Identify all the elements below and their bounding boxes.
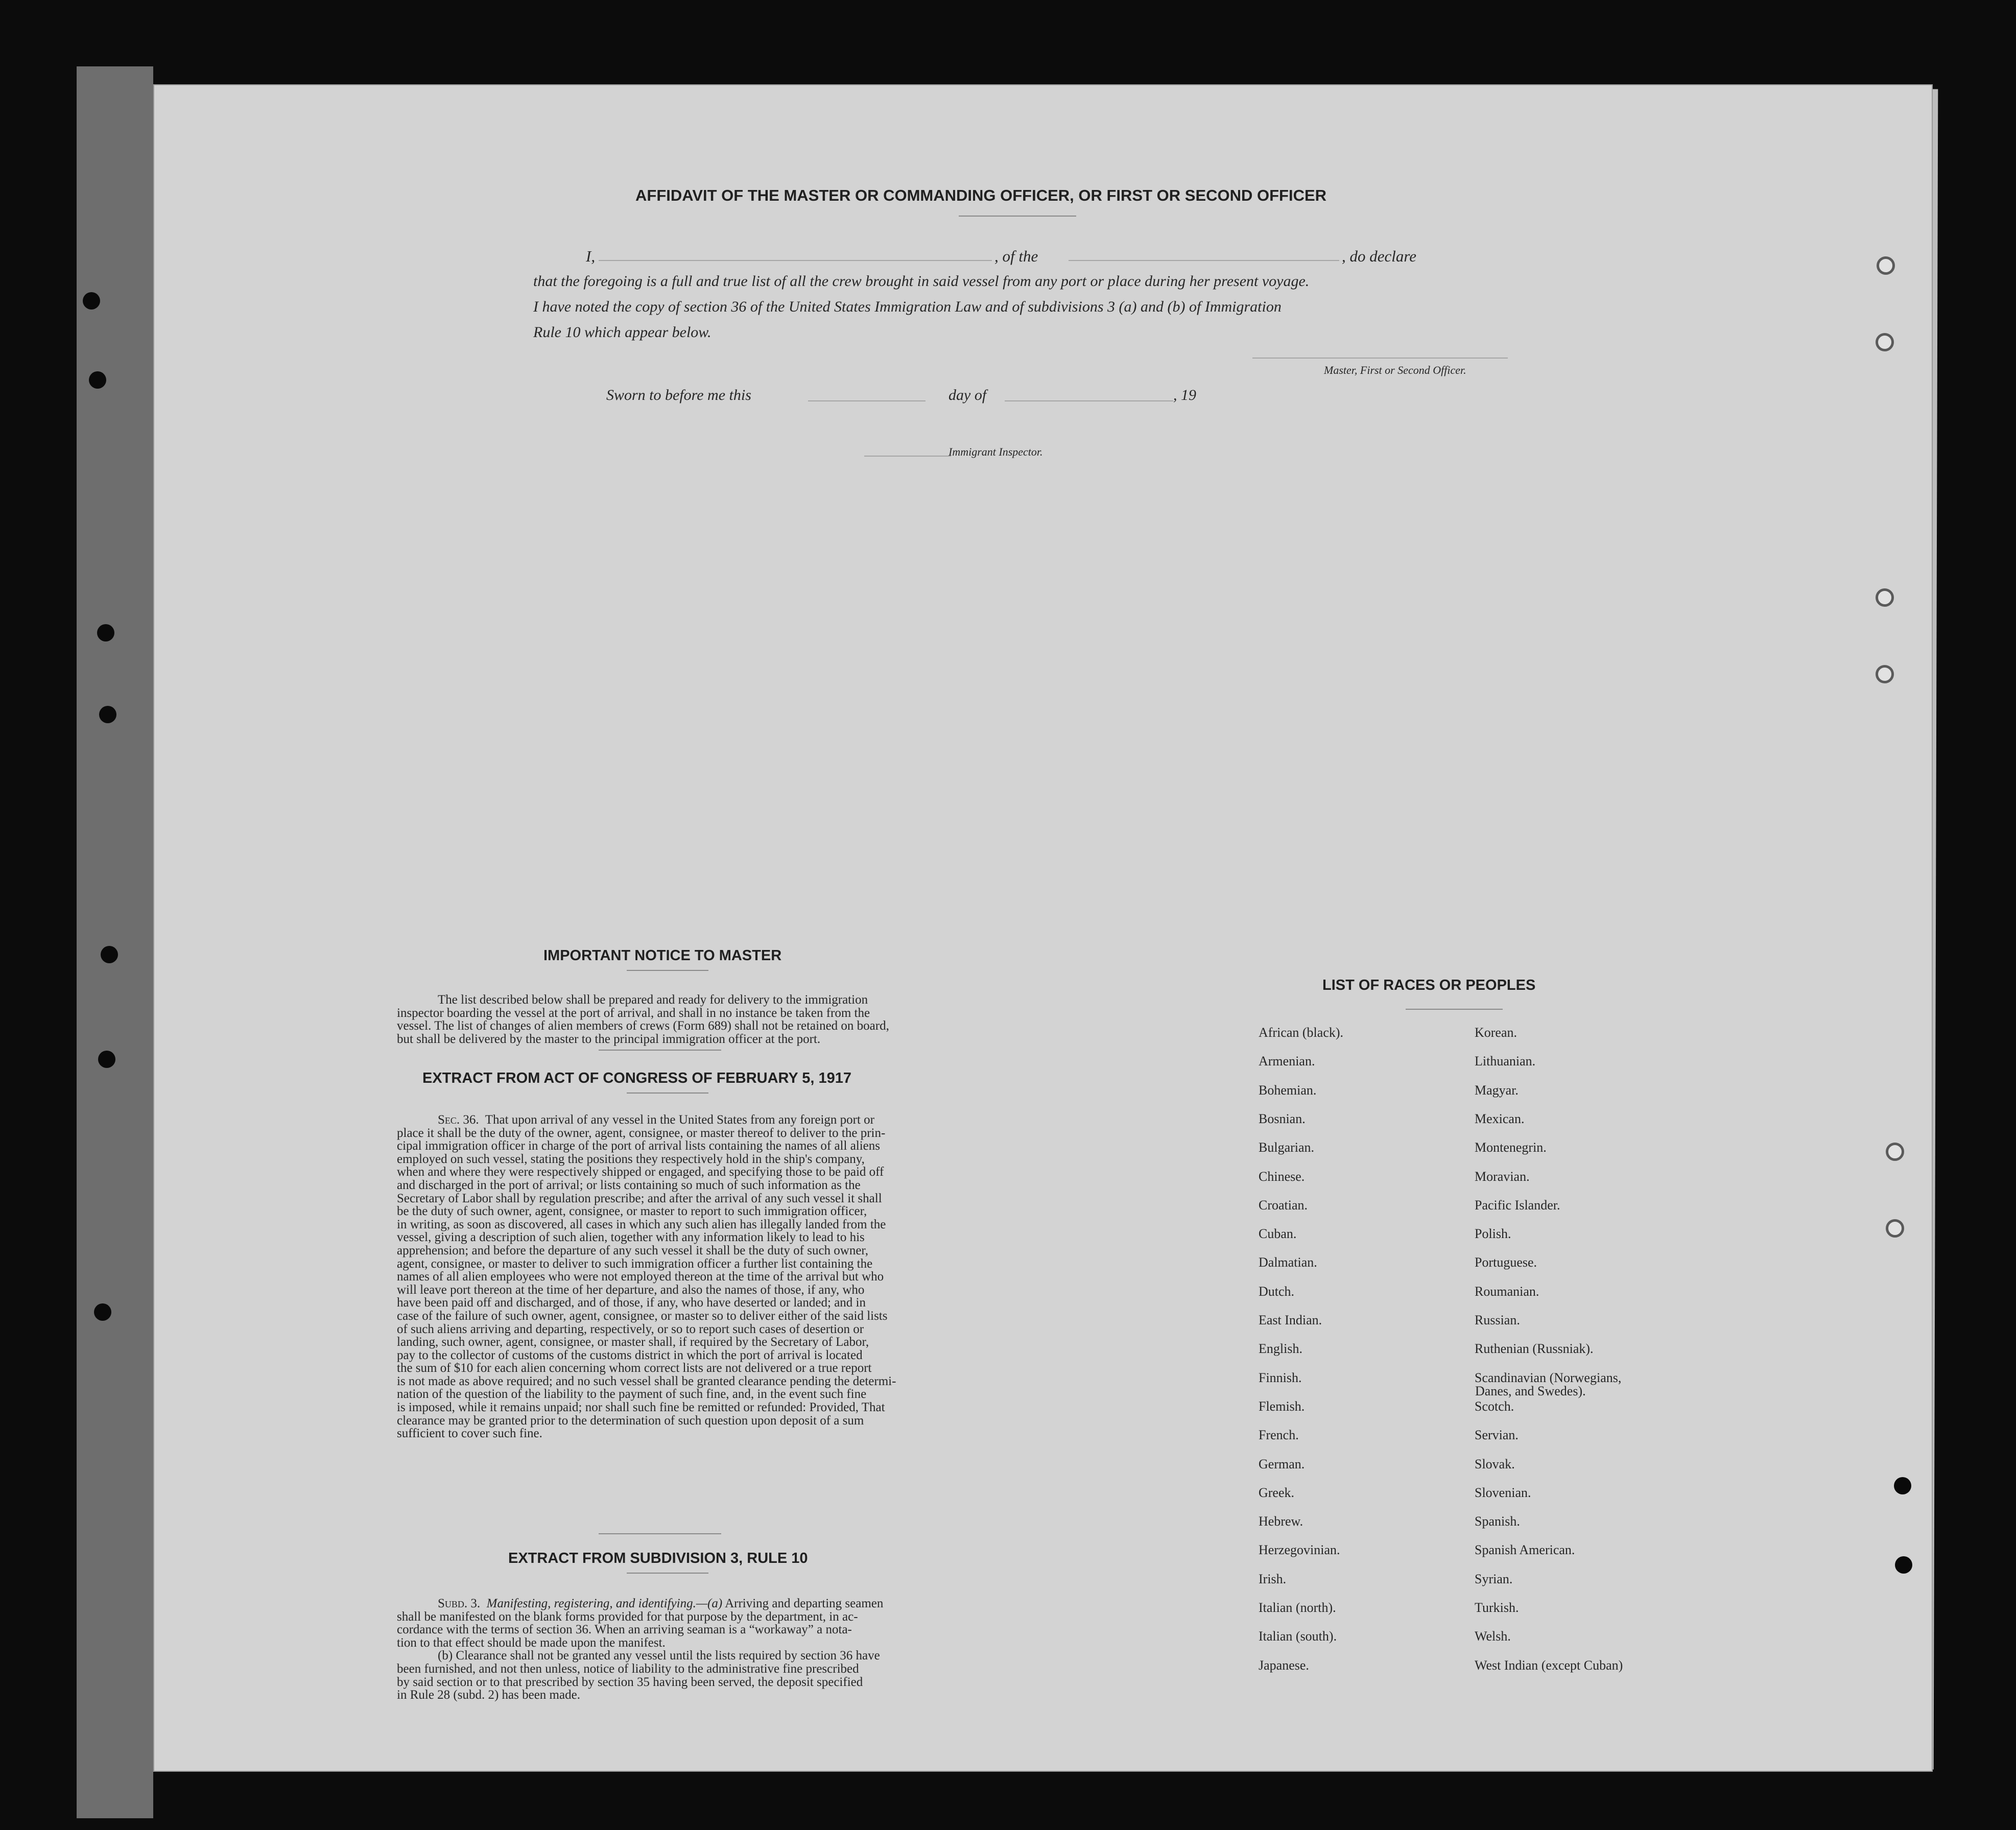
race-item: Polish. — [1475, 1226, 1511, 1242]
notice-line: but shall be delivered by the master to the principal immigration officer at the port. — [397, 1032, 821, 1046]
rule-paragraph — [397, 1597, 989, 1702]
affidavit-do-declare-label: , do declare — [1342, 247, 1417, 265]
race-item: Roumanian. — [1475, 1284, 1539, 1299]
race-item: Spanish. — [1475, 1514, 1520, 1529]
sworn-month-blank — [1005, 400, 1173, 401]
affidavit-title: AFFIDAVIT OF THE MASTER OR COMMANDING OFFICER, OR FIRST OR SECOND OFFICER — [635, 186, 1327, 204]
act-line: cipal immigration officer in charge of the port of arrival lists containing the names of all aliens — [397, 1139, 881, 1153]
race-item: French. — [1259, 1428, 1299, 1443]
act-end-divider — [599, 1533, 721, 1534]
punch-hole — [89, 371, 106, 389]
act-line: will leave port thereon at the time of her departure, and also the names of those, if any, who — [397, 1282, 865, 1297]
notice-line: The list described below shall be prepared and ready for delivery to the immigration — [438, 993, 868, 1007]
act-line: pay to the collector of customs of the customs district in which the port of arrival is located — [397, 1348, 863, 1362]
race-item: Spanish American. — [1475, 1542, 1575, 1558]
rule-line: in Rule 28 (subd. 2) has been made. — [397, 1688, 580, 1702]
race-item: Ruthenian (Russniak). — [1475, 1341, 1594, 1357]
race-item: Scotch. — [1475, 1398, 1514, 1414]
race-item: Servian. — [1475, 1428, 1519, 1443]
race-item: Cuban. — [1259, 1226, 1297, 1242]
notice-end-divider — [599, 1050, 721, 1051]
punch-hole — [1876, 333, 1894, 351]
act-line: That upon arrival of any vessel in the United States from any foreign port or — [485, 1113, 875, 1127]
punch-hole — [94, 1303, 111, 1321]
act-line: agent, consignee, or master to deliver to such immigration officer a further list containing the — [397, 1256, 873, 1271]
race-item: Moravian. — [1475, 1169, 1530, 1184]
race-item: Syrian. — [1475, 1571, 1513, 1586]
punch-hole — [1876, 665, 1894, 683]
inspector-line — [864, 456, 951, 457]
act-line: is not made as above required; and no such vessel shall be granted clearance pending the determi- — [397, 1374, 896, 1388]
act-paragraph — [397, 1113, 989, 1440]
notice-divider — [627, 970, 708, 971]
race-item: Greek. — [1259, 1485, 1295, 1500]
section-label: Sec. 36. — [438, 1113, 479, 1127]
race-item: Scandinavian (Norwegians, — [1475, 1370, 1622, 1385]
race-item: Japanese. — [1259, 1657, 1309, 1673]
rule-extract-title: EXTRACT FROM SUBDIVISION 3, RULE 10 — [508, 1550, 808, 1566]
race-item: Bohemian. — [1259, 1082, 1317, 1098]
affidavit-i-label: I, — [586, 247, 596, 265]
punch-hole — [97, 624, 114, 641]
act-line: of such aliens arriving and departing, respectively, or so to report such cases of desertion or — [397, 1322, 864, 1336]
rule-line: (b) Clearance shall not be granted any vessel until the lists required by section 36 have — [438, 1649, 880, 1663]
race-item: Finnish. — [1259, 1370, 1302, 1385]
rule-line: Arriving and departing seamen — [725, 1597, 884, 1610]
act-line: sufficient to cover such fine. — [397, 1427, 542, 1441]
act-extract-title: EXTRACT FROM ACT OF CONGRESS OF FEBRUARY 5, 1917 — [422, 1070, 852, 1086]
title-divider — [959, 216, 1076, 217]
affidavit-of-the-label: , of the — [994, 247, 1038, 265]
affidavit-line-1: that the foregoing is a full and true list of all the crew brought in said vessel from any port or place during her present voyage. — [533, 273, 1310, 290]
rule-line: been furnished, and not then unless, notice of liability to the administrative fine prescribed — [397, 1661, 859, 1676]
act-line: be the duty of such owner, agent, consignee, or master to report to such immigration officer, — [397, 1204, 867, 1219]
sworn-label: Sworn to before me this — [606, 387, 751, 403]
punch-hole — [1876, 588, 1894, 607]
punch-hole — [83, 292, 100, 310]
rule-line: cordance with the terms of section 36. When an arriving seaman is a “workaway” a nota- — [397, 1623, 852, 1637]
punch-hole — [1894, 1477, 1911, 1494]
race-item: Russian. — [1475, 1313, 1520, 1327]
affidavit-line-3: Rule 10 which appear below. — [533, 324, 711, 341]
film-edge — [77, 66, 153, 1818]
race-item: Italian (north). — [1259, 1600, 1336, 1615]
race-item: East Indian. — [1259, 1313, 1322, 1327]
race-item: English. — [1259, 1341, 1302, 1357]
punch-hole — [1895, 1556, 1912, 1574]
inspector-caption: Immigrant Inspector. — [948, 445, 1043, 458]
rule-line: tion to that effect should be made upon the manifest. — [397, 1635, 666, 1650]
affidavit-line-2: I have noted the copy of section 36 of the United States Immigration Law and of subdivisions 3 (a) and (b) of Immigration — [533, 298, 1282, 315]
race-item: Dutch. — [1259, 1284, 1295, 1299]
race-item: Pacific Islander. — [1475, 1197, 1560, 1213]
race-item: West Indian (except Cuban) — [1475, 1657, 1623, 1673]
vessel-name-blank — [1069, 260, 1339, 261]
race-item: Slovenian. — [1475, 1485, 1531, 1500]
rule-line: by said section or to that prescribed by section 35 having been served, the deposit specified — [397, 1675, 863, 1689]
race-item: Portuguese. — [1475, 1255, 1537, 1270]
notice-line: inspector boarding the vessel at the port of arrival, and shall in no instance be taken from the — [397, 1006, 870, 1020]
day-of-label: day of — [948, 387, 987, 403]
race-item: Lithuanian. — [1475, 1054, 1536, 1069]
race-item: Turkish. — [1475, 1600, 1519, 1615]
race-item: Armenian. — [1259, 1054, 1315, 1069]
act-line: apprehension; and before the departure of any such vessel it shall be the duty of such owner, — [397, 1243, 869, 1257]
act-line: Secretary of Labor shall by regulation prescribe; and after the arrival of any such vessel it shall — [397, 1191, 882, 1205]
act-divider — [627, 1092, 708, 1094]
race-item: Montenegrin. — [1475, 1140, 1547, 1155]
document-page — [153, 84, 1933, 1772]
rule-line: shall be manifested on the blank forms provided for that purpose by the department, in ac- — [397, 1609, 858, 1624]
signature-line — [1252, 358, 1508, 359]
act-line: nation of the question of the liability to the payment of such fine, and, in the event such fine — [397, 1387, 867, 1401]
race-item: Bulgarian. — [1259, 1140, 1315, 1155]
rule-divider — [627, 1573, 708, 1574]
signature-caption: Master, First or Second Officer. — [1324, 364, 1466, 376]
act-line: when and where they were respectively shipped or engaged, and specifying those to be paid off — [397, 1165, 884, 1179]
punch-hole — [98, 1051, 115, 1068]
races-divider — [1406, 1009, 1503, 1010]
act-line: landing, such owner, agent, consignee, or master shall, if required by the Secretary of Labor, — [397, 1335, 869, 1349]
act-line: case of the failure of such owner, agent, consignee, or master so to deliver either of the said lists — [397, 1309, 888, 1323]
race-item: Herzegovinian. — [1259, 1542, 1340, 1558]
notice-paragraph — [397, 993, 989, 1045]
race-item: Flemish. — [1259, 1398, 1305, 1414]
act-line: clearance may be granted prior to the determination of such question upon deposit of a sum — [397, 1413, 864, 1428]
race-item: Mexican. — [1475, 1111, 1525, 1126]
act-line: in writing, as soon as discovered, all cases in which any such alien has illegally landed from the — [397, 1217, 886, 1231]
race-item: Dalmatian. — [1259, 1255, 1317, 1270]
race-item: Hebrew. — [1259, 1514, 1303, 1529]
race-item: African (black). — [1259, 1025, 1344, 1040]
act-line: names of all alien employees who were not employed thereon at the time of the arrival but who — [397, 1270, 884, 1284]
act-line: place it shall be the duty of the owner, agent, consignee, or master thereof to deliver to the prin- — [397, 1126, 886, 1140]
master-name-blank — [599, 260, 992, 261]
race-item: Welsh. — [1475, 1629, 1511, 1644]
race-item: Slovak. — [1475, 1456, 1515, 1471]
punch-hole — [1886, 1219, 1904, 1238]
race-item: Danes, and Swedes). — [1475, 1383, 1586, 1398]
subdivision-label: Subd. 3. — [438, 1597, 481, 1610]
act-line: have been paid off and discharged, and of those, if any, who have deserted or landed; and in — [397, 1296, 866, 1310]
punch-hole — [101, 946, 118, 963]
year-label: , 19 — [1173, 387, 1196, 403]
race-item: Magyar. — [1475, 1082, 1519, 1098]
race-item: German. — [1259, 1456, 1305, 1471]
race-item: Italian (south). — [1259, 1629, 1337, 1644]
act-line: employed on such vessel, stating the positions they respectively hold in the ship's company, — [397, 1152, 865, 1166]
act-line: vessel, giving a description of such alien, together with any information likely to lead to his — [397, 1230, 865, 1245]
notice-line: vessel. The list of changes of alien members of crews (Form 689) shall not be retained on board, — [397, 1019, 889, 1033]
punch-hole — [1886, 1143, 1904, 1161]
race-item: Bosnian. — [1259, 1111, 1306, 1126]
subdivision-heading: Manifesting, registering, and identifying.—(a) — [486, 1597, 723, 1610]
punch-hole — [99, 706, 116, 723]
race-item: Croatian. — [1259, 1197, 1308, 1213]
notice-title: IMPORTANT NOTICE TO MASTER — [543, 947, 782, 964]
sworn-day-blank — [808, 400, 926, 401]
races-title: LIST OF RACES OR PEOPLES — [1322, 977, 1536, 993]
race-item: Korean. — [1475, 1025, 1517, 1040]
act-line: the sum of $10 for each alien concerning whom correct lists are not delivered or a true report — [397, 1361, 872, 1375]
act-line: and discharged in the port of arrival; or lists containing so much of such information as the — [397, 1178, 861, 1192]
race-item: Chinese. — [1259, 1169, 1305, 1184]
act-line: is imposed, while it remains unpaid; nor shall such fine be remitted or refunded: Provided, That — [397, 1400, 885, 1415]
race-item: Irish. — [1259, 1571, 1287, 1586]
punch-hole — [1877, 256, 1895, 275]
